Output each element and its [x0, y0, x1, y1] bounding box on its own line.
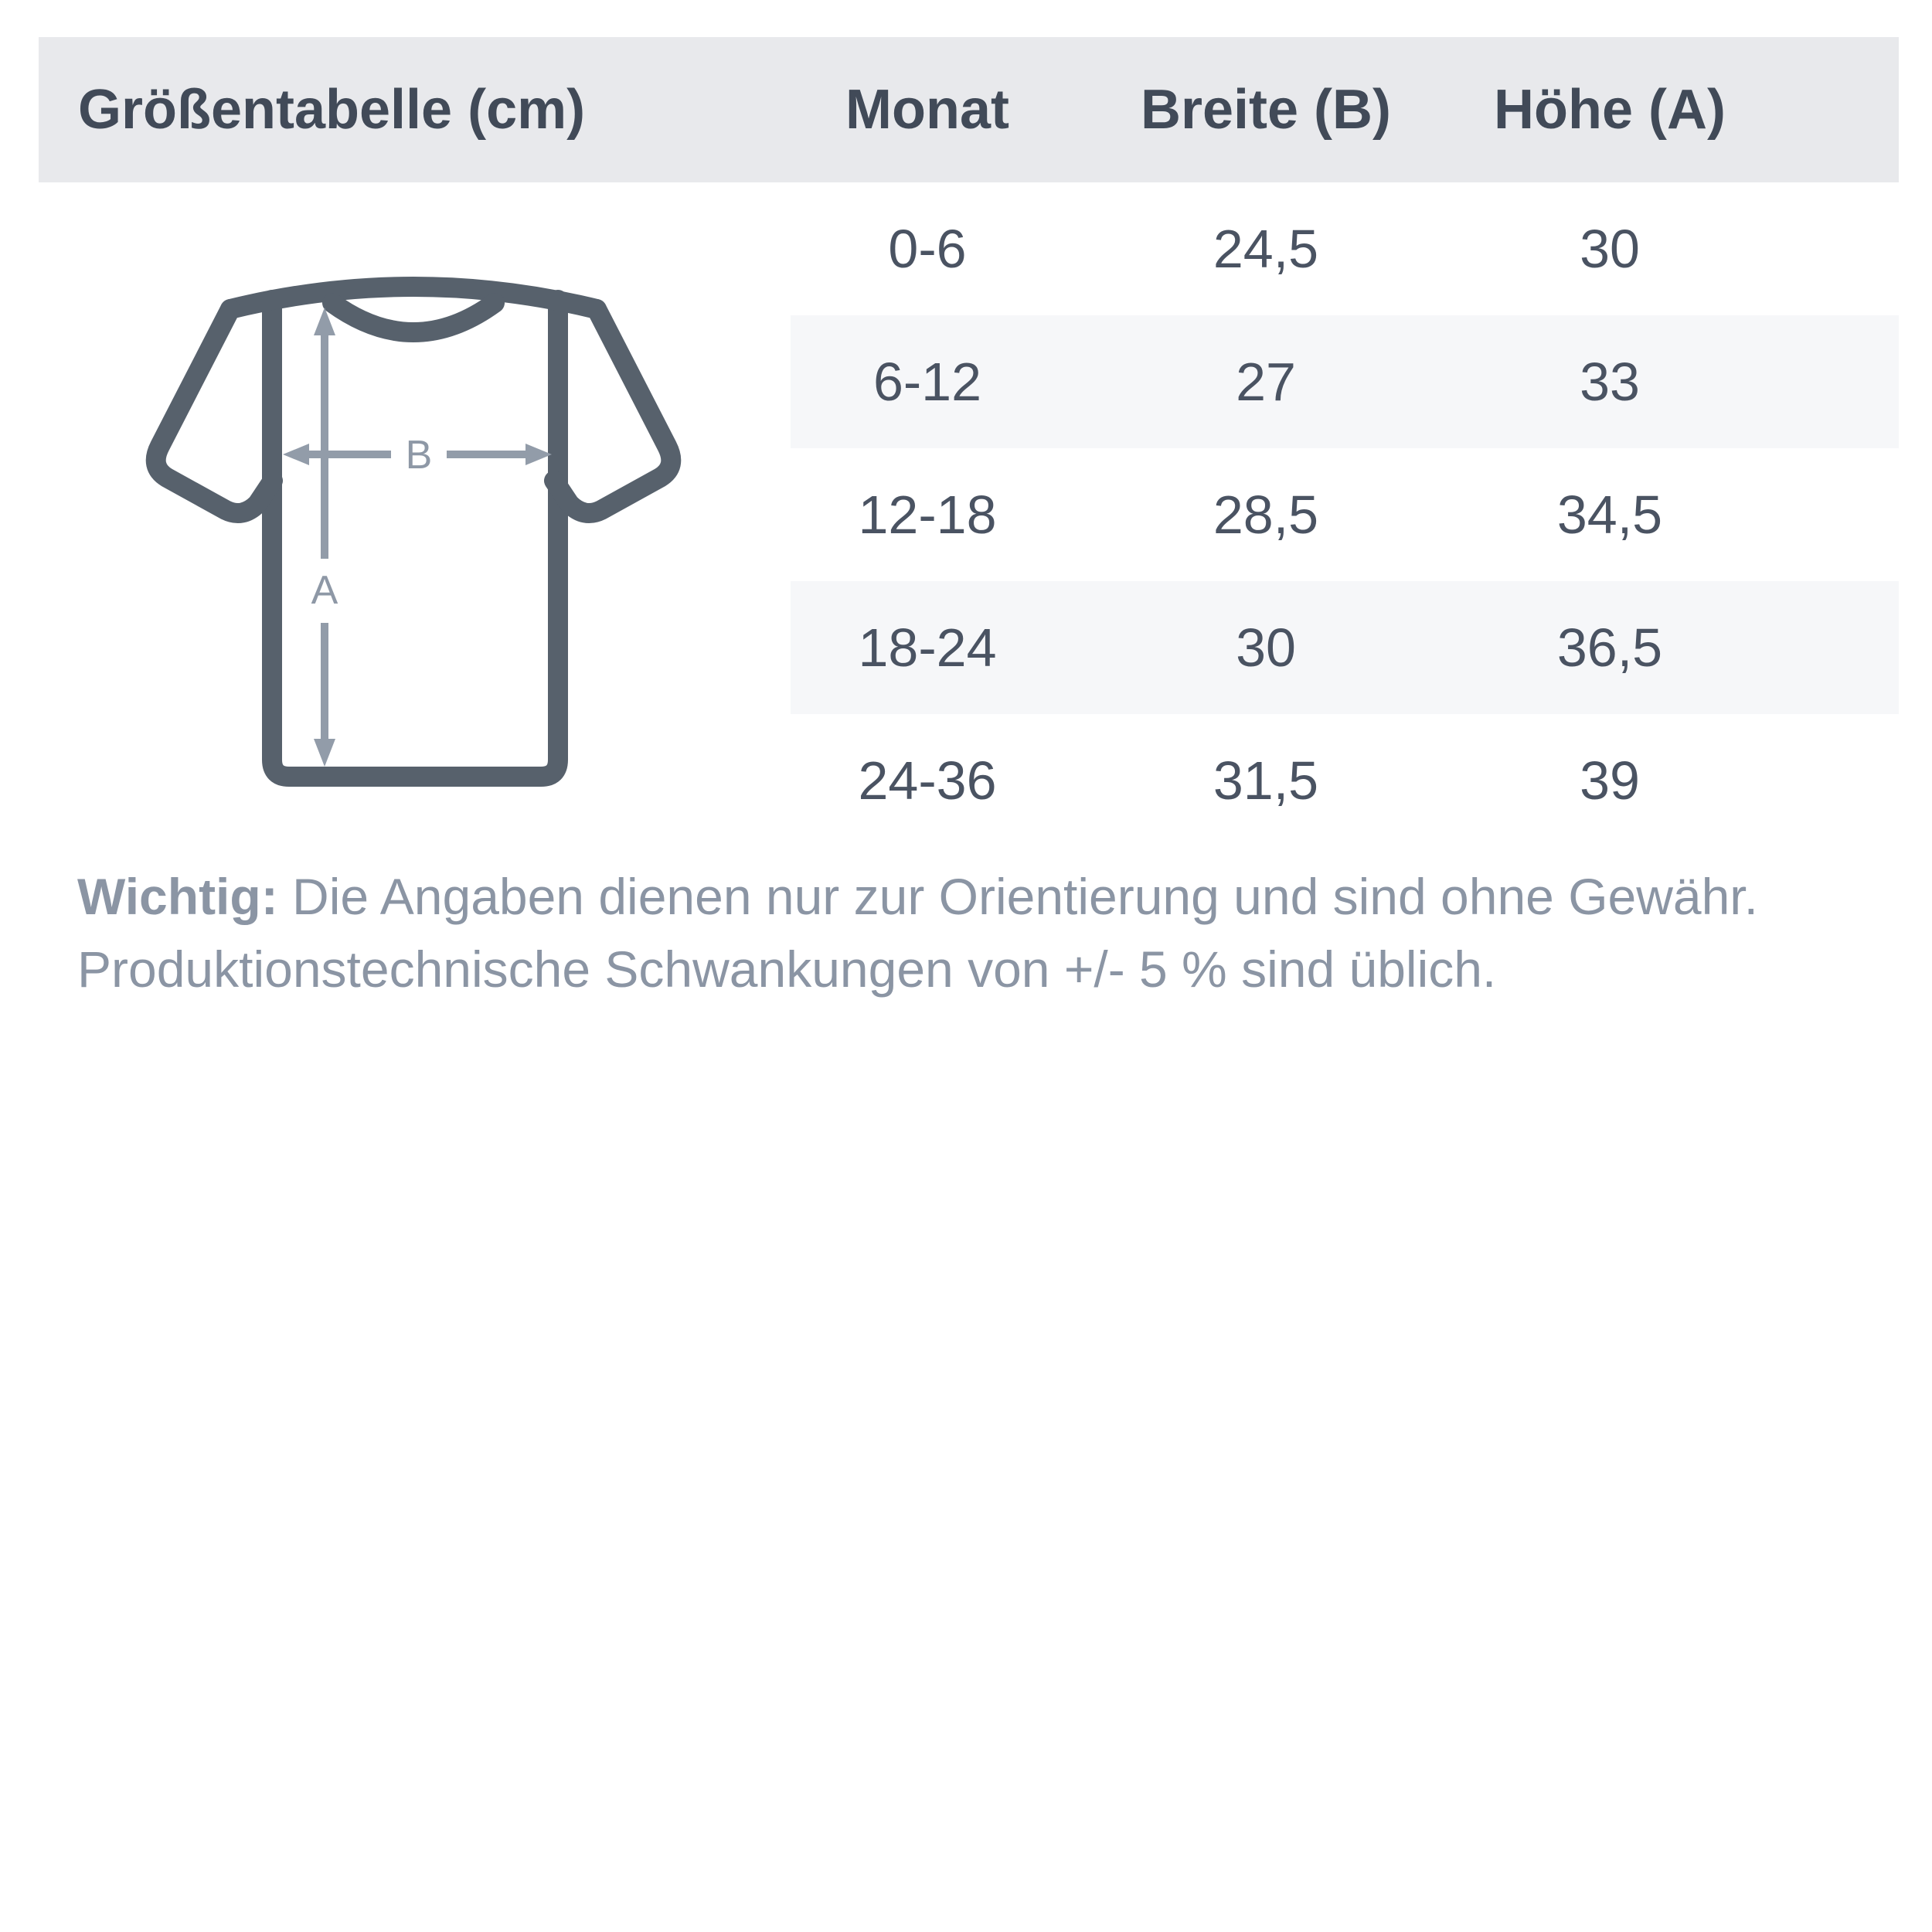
disclaimer-text-2: Produktionstechnische Schwankungen von +/- 5 % sind üblich. [77, 940, 1497, 998]
column-header-monat: Monat [845, 79, 1009, 141]
cell-monat: 12-18 [858, 485, 997, 545]
cell-monat: 24-36 [858, 750, 997, 811]
cell-monat: 6-12 [872, 352, 982, 412]
table-header-band [39, 37, 1899, 182]
arrowhead-down-icon [314, 739, 335, 767]
cell-monat: 18-24 [858, 617, 997, 678]
cell-hoehe: 39 [1580, 750, 1640, 811]
height-arrow [311, 308, 338, 767]
disclaimer-note [77, 860, 1901, 1005]
cell-monat: 0-6 [888, 219, 967, 279]
cell-hoehe: 30 [1580, 219, 1640, 279]
disclaimer-label: Wichtig: [77, 868, 278, 925]
tshirt-icon [156, 287, 672, 777]
height-arrow-label: A [311, 568, 338, 613]
page-title: Größentabelle (cm) [78, 79, 586, 141]
tshirt-measurement-diagram [116, 255, 734, 819]
disclaimer-line-2 [77, 933, 1901, 1005]
width-arrow-label: B [405, 433, 433, 478]
cell-breite: 28,5 [1213, 485, 1319, 545]
cell-hoehe: 36,5 [1556, 617, 1663, 678]
cell-hoehe: 33 [1580, 352, 1640, 412]
arrowhead-right-icon [526, 444, 552, 465]
cell-hoehe: 34,5 [1556, 485, 1663, 545]
cell-breite: 31,5 [1213, 750, 1319, 811]
cell-breite: 27 [1236, 352, 1296, 412]
cell-breite: 24,5 [1213, 219, 1319, 279]
column-header-breite: Breite (B) [1140, 79, 1392, 141]
column-header-hoehe: Höhe (A) [1494, 79, 1726, 141]
arrowhead-left-icon [283, 444, 309, 465]
disclaimer-line-1 [77, 860, 1901, 933]
cell-breite: 30 [1236, 617, 1296, 678]
disclaimer-text-1: Die Angaben dienen nur zur Orientierung und sind ohne Gewähr. [292, 868, 1758, 925]
